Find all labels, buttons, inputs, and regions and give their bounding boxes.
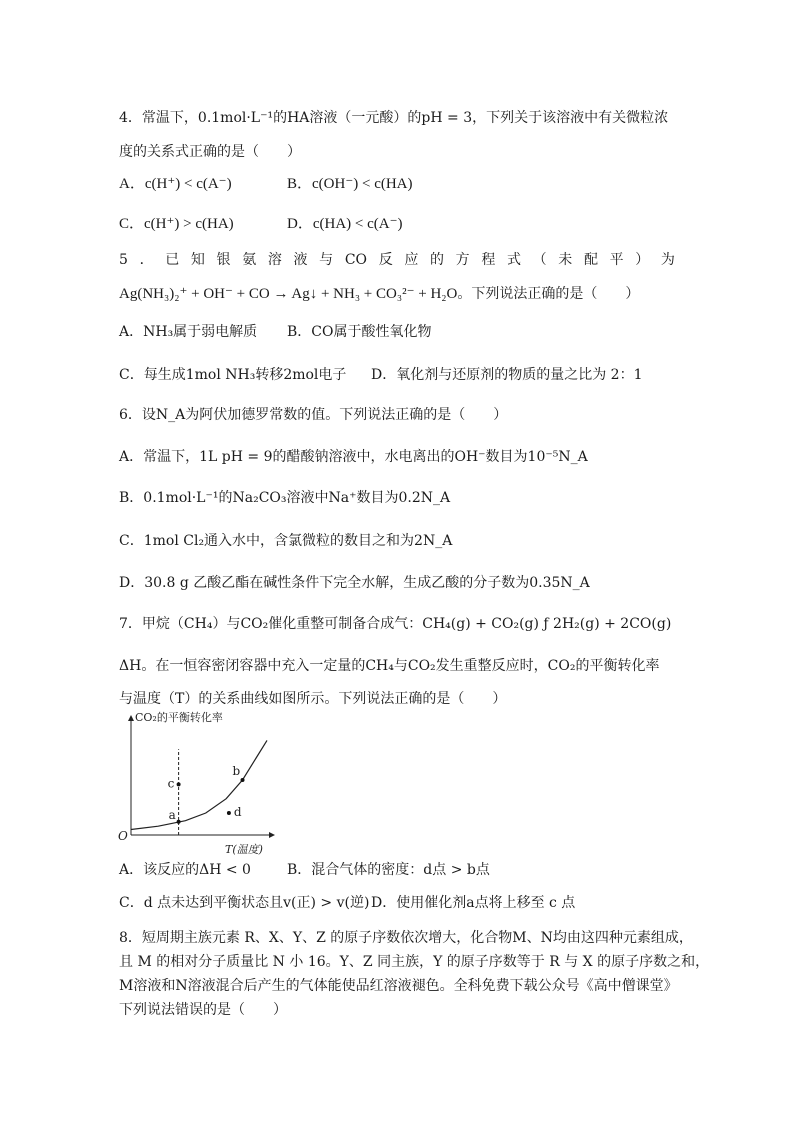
q6-stem: 6．设N_A为阿伏加德罗常数的值。下列说法正确的是（ ） — [119, 407, 508, 423]
q7-stem-line1: 7．甲烷（CH₄）与CO₂催化重整可制备合成气：CH₄(g) + CO₂(g) ƒ 2H₂(g) + 2CO(g) — [119, 616, 672, 632]
conversion-chart — [117, 711, 277, 859]
q5-stem-char: 与 — [319, 252, 334, 268]
q5-option-c: C．每生成1mol NH₃转移2mol电子 — [119, 367, 347, 383]
q4-option-a: A．c(H⁺) < c(A⁻) — [119, 176, 232, 192]
q6-option-c: C．1mol Cl₂通入水中，含氯微粒的数目之和为2N_A — [119, 533, 453, 549]
q5-stem-line2 — [119, 284, 639, 304]
point-a — [177, 820, 181, 824]
q7-stem-line2: ΔH。在一恒容密闭容器中充入一定量的CH₄与CO₂发生重整反应时，CO₂的平衡转化率 — [119, 658, 660, 674]
chart-svg — [117, 711, 277, 859]
point-label-d: d — [233, 805, 242, 819]
q8-line1: 8．短周期主族元素 R、X、Y、Z 的原子序数依次增大，化合物M、N均由这四种元素组成， — [119, 930, 693, 946]
q5-stem-line1 — [119, 250, 675, 270]
q5-stem-char: ） — [635, 252, 650, 268]
q6-option-d: D．30.8 g 乙酸乙酯在碱性条件下完全水解，生成乙酸的分子数为0.35N_A — [119, 575, 590, 591]
point-label-a: a — [168, 807, 176, 822]
q5-equation: Ag(NH₃)₂⁺ + OH⁻ + CO → Ag↓ + NH₃ + CO₃²⁻ + H₂O — [119, 286, 458, 302]
q5-stem-char: 未 — [558, 252, 573, 268]
q5-stem-char: 反 — [378, 252, 393, 268]
q5-option-a: A．NH₃属于弱电解质 — [119, 324, 258, 340]
q5-stem-char: 平 — [609, 252, 624, 268]
q5-stem-char: 式 — [506, 252, 521, 268]
q5-stem-char: （ — [532, 252, 547, 268]
q5-equation-tail: 。下列说法正确的是（ ） — [457, 286, 640, 302]
q5-stem-char: 为 — [660, 252, 675, 268]
q7-option-a: A．该反应的ΔH < 0 — [119, 862, 251, 878]
q5-option-d: D．氧化剂与还原剂的物质的量之比为 2：1 — [371, 367, 643, 383]
q7-option-b: B．混合气体的密度：d点 > b点 — [287, 862, 490, 878]
q5-stem-char: 知 — [190, 252, 205, 268]
origin-label: O — [118, 829, 128, 843]
q6-option-b: B．0.1mol·L⁻¹的Na₂CO₃溶液中Na⁺数目为0.2N_A — [119, 490, 451, 506]
point-b — [241, 778, 245, 782]
q7-option-d: D．使用催化剂a点将上移至 c 点 — [371, 895, 576, 911]
q8-line3: M溶液和N溶液混合后产生的气体能使品红溶液褪色。全科免费下载公众号《高中僧课堂》 — [119, 978, 678, 994]
q5-stem-char: 的 — [430, 252, 444, 268]
y-axis-arrow — [128, 715, 134, 721]
q5-stem-char: 银 — [216, 252, 231, 268]
q7-stem-line3: 与温度（T）的关系曲线如图所示。下列说法正确的是（ ） — [119, 691, 507, 707]
conversion-curve — [131, 740, 267, 829]
q5-stem-char: 配 — [583, 252, 598, 268]
q4-option-b: B．c(OH⁻) < c(HA) — [287, 176, 413, 192]
q5-stem-char: 溶 — [267, 252, 282, 268]
q5-stem-char: 已 — [165, 252, 180, 268]
point-label-b: b — [232, 764, 241, 778]
q5-stem-char: ． — [139, 252, 154, 268]
q5-option-b: B．CO属于酸性氧化物 — [287, 324, 432, 340]
q5-stem-char: 程 — [481, 252, 496, 268]
q4-option-d: D．c(HA) < c(A⁻) — [287, 216, 403, 232]
q4-stem-line2: 度的关系式正确的是（ ） — [119, 144, 301, 160]
q5-stem-char: 氨 — [242, 252, 257, 268]
x-axis-arrow — [269, 832, 275, 838]
q5-stem-char: CO — [344, 252, 368, 268]
point-c — [177, 782, 181, 786]
q5-stem-char: 液 — [293, 252, 308, 268]
point-label-c: c — [167, 776, 175, 791]
q4-stem-line1: 4．常温下，0.1mol·L⁻¹的HA溶液（一元酸）的pH = 3，下列关于该溶液中有关微粒浓 — [119, 110, 669, 126]
y-axis-label: CO₂的平衡转化率 — [135, 711, 223, 724]
q8-line4: 下列说法错误的是（ ） — [119, 1002, 287, 1018]
q5-stem-char: 应 — [404, 252, 419, 268]
point-d — [227, 811, 231, 815]
q4-option-c: C．c(H⁺) > c(HA) — [119, 216, 234, 232]
q6-option-a: A．常温下，1L pH = 9的醋酸钠溶液中，水电离出的OH⁻数目为10⁻⁵N_A — [119, 449, 588, 465]
q5-stem-char: 方 — [455, 252, 470, 268]
q5-stem-char: 5 — [119, 252, 128, 268]
q8-line2: 且 M 的相对分子质量比 N 小 16。Y、Z 同主族，Y 的原子序数等于 R 与 X 的原子序数之和， — [119, 954, 710, 970]
q7-option-c: C．d 点未达到平衡状态且v(正) > v(逆) — [119, 895, 370, 911]
x-axis-label: T(温度) — [225, 843, 263, 856]
